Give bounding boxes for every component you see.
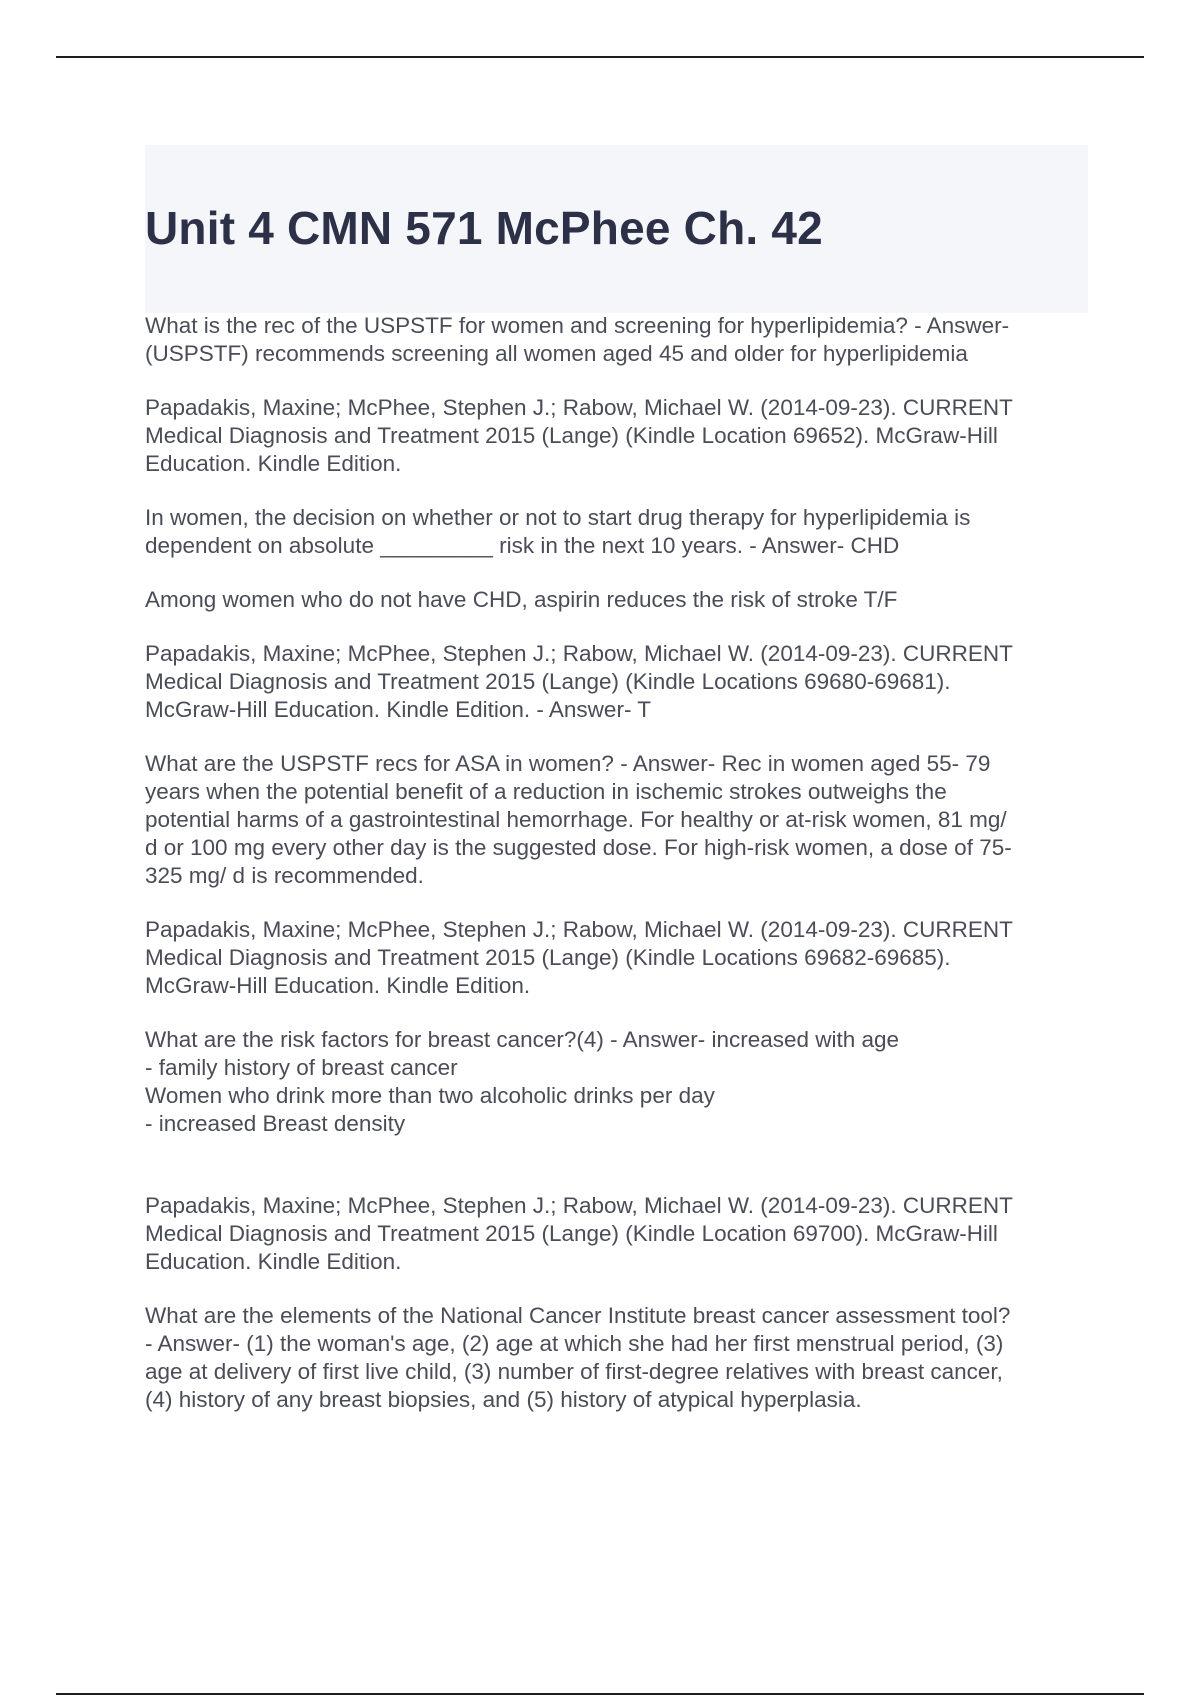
text-line: Medical Diagnosis and Treatment 2015 (Lange) (Kindle Locations 69680-69681). — [145, 669, 951, 694]
text-line: What is the rec of the USPSTF for women and screening for hyperlipidemia? - Answer- — [145, 313, 1010, 338]
text-line: dependent on absolute _________ risk in the next 10 years. - Answer- CHD — [145, 533, 900, 558]
text-line: McGraw-Hill Education. Kindle Edition. - Answer- T — [145, 697, 652, 722]
text-line: - increased Breast density — [145, 1111, 406, 1136]
page-title: Unit 4 CMN 571 McPhee Ch. 42 — [145, 202, 823, 254]
bottom-rule — [56, 1693, 1144, 1695]
top-rule — [56, 56, 1144, 58]
text-line: - Answer- (1) the woman's age, (2) age at which she had her first menstrual period, (3) — [145, 1331, 1004, 1356]
text-line: McGraw-Hill Education. Kindle Edition. — [145, 973, 531, 998]
paragraph-citation — [145, 640, 1095, 724]
text-line: Women who drink more than two alcoholic drinks per day — [145, 1083, 715, 1108]
paragraph-uspstf-hyperlipidemia — [145, 312, 1095, 368]
text-line: Papadakis, Maxine; McPhee, Stephen J.; Rabow, Michael W. (2014-09-23). CURRENT — [145, 395, 1013, 420]
text-line: What are the elements of the National Cancer Institute breast cancer assessment tool? — [145, 1303, 1011, 1328]
text-line: years when the potential benefit of a reduction in ischemic strokes outweighs the — [145, 779, 947, 804]
paragraph-asa-recommendations — [145, 750, 1095, 890]
text-line: Papadakis, Maxine; McPhee, Stephen J.; Rabow, Michael W. (2014-09-23). CURRENT — [145, 641, 1013, 666]
document-body — [145, 312, 1095, 1440]
paragraph-nci-assessment-tool — [145, 1302, 1095, 1414]
text-line: Papadakis, Maxine; McPhee, Stephen J.; Rabow, Michael W. (2014-09-23). CURRENT — [145, 1193, 1013, 1218]
text-line: - family history of breast cancer — [145, 1055, 458, 1080]
text-line: d or 100 mg every other day is the suggested dose. For high-risk women, a dose of 75- — [145, 835, 1012, 860]
text-line: Education. Kindle Edition. — [145, 451, 402, 476]
text-line: age at delivery of first live child, (3) number of first-degree relatives with breast cancer, — [145, 1359, 1003, 1384]
paragraph-citation — [145, 1192, 1095, 1276]
paragraph-citation — [145, 916, 1095, 1000]
paragraph-breast-cancer-risk-factors — [145, 1026, 1095, 1138]
text-line: What are the risk factors for breast cancer?(4) - Answer- increased with age — [145, 1027, 900, 1052]
text-line: In women, the decision on whether or not to start drug therapy for hyperlipidemia is — [145, 505, 971, 530]
text-line: Medical Diagnosis and Treatment 2015 (Lange) (Kindle Locations 69682-69685). — [145, 945, 951, 970]
text-line: Medical Diagnosis and Treatment 2015 (Lange) (Kindle Location 69652). McGraw-Hill — [145, 423, 998, 448]
text-line: potential harms of a gastrointestinal hemorrhage. For healthy or at-risk women, 81 mg/ — [145, 807, 1007, 832]
paragraph-aspirin-stroke — [145, 586, 1095, 614]
text-line: Among women who do not have CHD, aspirin reduces the risk of stroke T/F — [145, 587, 898, 612]
text-line: Medical Diagnosis and Treatment 2015 (Lange) (Kindle Location 69700). McGraw-Hill — [145, 1221, 998, 1246]
paragraph-drug-therapy-chd — [145, 504, 1095, 560]
text-line: Papadakis, Maxine; McPhee, Stephen J.; Rabow, Michael W. (2014-09-23). CURRENT — [145, 917, 1013, 942]
text-line: 325 mg/ d is recommended. — [145, 863, 424, 888]
text-line: (4) history of any breast biopsies, and (5) history of atypical hyperplasia. — [145, 1387, 862, 1412]
paragraph-citation — [145, 394, 1095, 478]
text-line: Education. Kindle Edition. — [145, 1249, 402, 1274]
text-line: (USPSTF) recommends screening all women aged 45 and older for hyperlipidemia — [145, 341, 968, 366]
text-line: What are the USPSTF recs for ASA in women? - Answer- Rec in women aged 55- 79 — [145, 751, 991, 776]
